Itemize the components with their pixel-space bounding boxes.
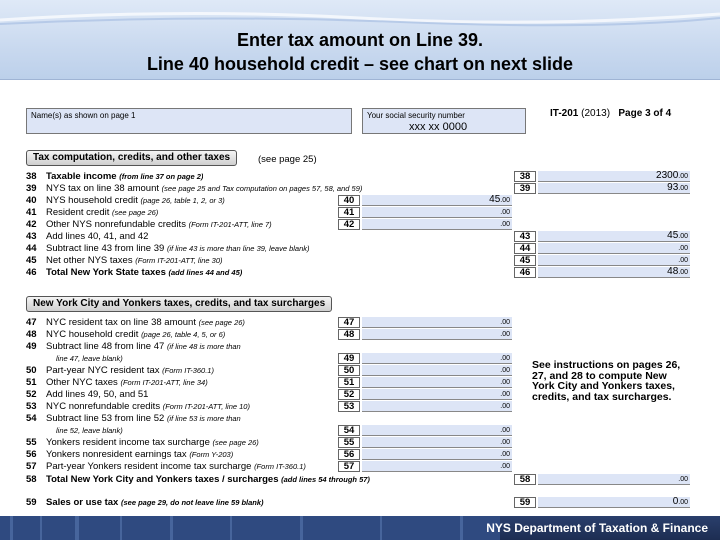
line-description: Total New York State taxes (add lines 44 and 45) bbox=[46, 267, 243, 278]
line-59-amount-field[interactable]: 0.00 bbox=[538, 497, 690, 508]
title-banner bbox=[0, 0, 720, 80]
line-description: Part-year Yonkers resident income tax surcharge (Form IT-360.1) bbox=[46, 461, 306, 472]
line-description: Other NYS nonrefundable credits (Form IT-201-ATT, line 7) bbox=[46, 219, 272, 230]
line-42-row bbox=[26, 219, 696, 230]
section-note: (see page 25) bbox=[258, 154, 317, 165]
line-box-label: 59 bbox=[514, 497, 536, 508]
line-box-label: 53 bbox=[338, 401, 360, 412]
line-56-row bbox=[26, 449, 696, 460]
line-50-amount-field[interactable]: .00 bbox=[362, 365, 512, 376]
line-number: 38 bbox=[26, 171, 37, 182]
line-description: Part-year NYC resident tax (Form IT-360.1) bbox=[46, 365, 214, 376]
line-description: Net other NYS taxes (Form IT-201-ATT, line 30) bbox=[46, 255, 223, 266]
line-number: 55 bbox=[26, 437, 37, 448]
line-53-row bbox=[26, 401, 696, 412]
form-year: (2013) bbox=[581, 108, 611, 119]
ssn-value: xxx xx 0000 bbox=[409, 121, 468, 133]
line-description: NYC household credit (page 26, table 4, 5, or 6) bbox=[46, 329, 226, 340]
line-description: Subtract line 43 from line 39 (if line 43 is more than line 39, leave blank) bbox=[46, 243, 310, 254]
ssn-field-label: Your social security number bbox=[367, 111, 465, 120]
line-number: 39 bbox=[26, 183, 37, 194]
line-52-amount-field[interactable]: .00 bbox=[362, 389, 512, 400]
line-description: NYS tax on line 38 amount (see page 25 and Tax computation on pages 57, 58, and 59) bbox=[46, 183, 363, 194]
line-number: 43 bbox=[26, 231, 37, 242]
line-56-amount-field[interactable]: .00 bbox=[362, 449, 512, 460]
title-line-1: Enter tax amount on Line 39. bbox=[236, 30, 484, 50]
line-box-label: 50 bbox=[338, 365, 360, 376]
line-40-amount-field[interactable]: 45.00 bbox=[362, 195, 512, 206]
line-49-amount-field[interactable]: .00 bbox=[362, 353, 512, 364]
line-box-label: 43 bbox=[514, 231, 536, 242]
line-box-label: 45 bbox=[514, 255, 536, 266]
line-58-row bbox=[26, 474, 696, 485]
footer-stripes-decoration bbox=[0, 516, 500, 540]
line-40-row bbox=[26, 195, 696, 206]
section-title-nyc-yonkers: New York City and Yonkers taxes, credits, and tax surcharges bbox=[26, 296, 332, 312]
line-55-amount-field[interactable]: .00 bbox=[362, 437, 512, 448]
line-number: 42 bbox=[26, 219, 37, 230]
line-57-row bbox=[26, 461, 696, 472]
line-box-label: 39 bbox=[514, 183, 536, 194]
line-46-row bbox=[26, 267, 696, 278]
line-54-amount-field[interactable]: .00 bbox=[362, 425, 512, 436]
line-number: 58 bbox=[26, 474, 37, 485]
line-48-amount-field[interactable]: .00 bbox=[362, 329, 512, 340]
line-box-label: 58 bbox=[514, 474, 536, 485]
form-id: IT-201 bbox=[550, 108, 579, 119]
section-title-tax-computation: Tax computation, credits, and other taxes bbox=[26, 150, 237, 166]
line-box-label: 48 bbox=[338, 329, 360, 340]
line-box-label: 46 bbox=[514, 267, 536, 278]
line-number: 46 bbox=[26, 267, 37, 278]
line-box-label: 40 bbox=[338, 195, 360, 206]
line-59-row bbox=[26, 497, 696, 508]
line-box-label: 57 bbox=[338, 461, 360, 472]
line-number: 56 bbox=[26, 449, 37, 460]
line-number: 40 bbox=[26, 195, 37, 206]
name-field[interactable] bbox=[26, 108, 352, 134]
line-number: 47 bbox=[26, 317, 37, 328]
line-box-label: 54 bbox=[338, 425, 360, 436]
line-description: Resident credit (see page 26) bbox=[46, 207, 159, 218]
line-description: NYS household credit (page 26, table 1, 2, or 3) bbox=[46, 195, 225, 206]
line-57-amount-field[interactable]: .00 bbox=[362, 461, 512, 472]
line-51-amount-field[interactable]: .00 bbox=[362, 377, 512, 388]
nyc-yonkers-instructions: See instructions on pages 26, 27, and 28 to compute New York City and Yonkers taxes, credits, and tax surcharges. bbox=[532, 359, 681, 403]
line-41-row bbox=[26, 207, 696, 218]
line-39-row bbox=[26, 183, 696, 194]
line-45-amount-field[interactable]: .00 bbox=[538, 255, 690, 266]
form-identifier bbox=[550, 108, 671, 119]
banner-wave-decoration bbox=[0, 6, 720, 30]
line-number: 41 bbox=[26, 207, 37, 218]
page-number: Page 3 of 4 bbox=[618, 108, 672, 119]
line-38-amount-field[interactable]: 2300.00 bbox=[538, 171, 690, 182]
line-54-row bbox=[26, 413, 696, 424]
line-description: Subtract line 48 from line 47 (if line 48 is more than bbox=[46, 341, 241, 352]
line-box-label: 56 bbox=[338, 449, 360, 460]
line-number: 59 bbox=[26, 497, 37, 508]
line-49-row bbox=[26, 341, 696, 352]
line-box-label: 38 bbox=[514, 171, 536, 182]
line-box-label: 49 bbox=[338, 353, 360, 364]
line-number: 57 bbox=[26, 461, 37, 472]
line-box-label: 44 bbox=[514, 243, 536, 254]
line-description: Yonkers resident income tax surcharge (see page 26) bbox=[46, 437, 259, 448]
line-38-row bbox=[26, 171, 696, 182]
line-number: 48 bbox=[26, 329, 37, 340]
line-45-row bbox=[26, 255, 696, 266]
line-description: Taxable income (from line 37 on page 2) bbox=[46, 171, 204, 182]
tax-form-sheet bbox=[22, 100, 698, 510]
line-46-amount-field[interactable]: 48.00 bbox=[538, 267, 690, 278]
line-box-label: 41 bbox=[338, 207, 360, 218]
line-number: 53 bbox=[26, 401, 37, 412]
line-43-row bbox=[26, 231, 696, 242]
line-description: Total New York City and Yonkers taxes / surcharges (add lines 54 through 57) bbox=[46, 474, 370, 485]
ssn-field[interactable] bbox=[362, 108, 526, 134]
line-description-continued: line 52, leave blank) bbox=[56, 426, 123, 435]
line-number: 45 bbox=[26, 255, 37, 266]
footer-bar bbox=[0, 516, 720, 540]
line-box-label: 47 bbox=[338, 317, 360, 328]
line-41-amount-field[interactable]: .00 bbox=[362, 207, 512, 218]
line-number: 50 bbox=[26, 365, 37, 376]
line-number: 51 bbox=[26, 377, 37, 388]
line-44-row bbox=[26, 243, 696, 254]
line-number: 54 bbox=[26, 413, 37, 424]
line-number: 52 bbox=[26, 389, 37, 400]
line-box-label: 51 bbox=[338, 377, 360, 388]
line-box-label: 42 bbox=[338, 219, 360, 230]
footer-department-name: NYS Department of Taxation & Finance bbox=[486, 521, 708, 535]
line-53-amount-field[interactable]: .00 bbox=[362, 401, 512, 412]
line-44-amount-field[interactable]: .00 bbox=[538, 243, 690, 254]
line-48-row bbox=[26, 329, 696, 340]
line-39-amount-field[interactable]: 93.00 bbox=[538, 183, 690, 194]
name-field-label: Name(s) as shown on page 1 bbox=[31, 111, 136, 120]
line-box-label: 52 bbox=[338, 389, 360, 400]
line-47-row bbox=[26, 317, 696, 328]
line-box-label: 55 bbox=[338, 437, 360, 448]
line-number: 44 bbox=[26, 243, 37, 254]
line-description: NYC resident tax on line 38 amount (see page 26) bbox=[46, 317, 245, 328]
line-43-amount-field[interactable]: 45.00 bbox=[538, 231, 690, 242]
line-description: Subtract line 53 from line 52 (if line 53 is more than bbox=[46, 413, 241, 424]
line-47-amount-field[interactable]: .00 bbox=[362, 317, 512, 328]
line-55-row bbox=[26, 437, 696, 448]
line-42-amount-field[interactable]: .00 bbox=[362, 219, 512, 230]
line-54-continuation bbox=[26, 425, 696, 436]
line-number: 49 bbox=[26, 341, 37, 352]
line-description: NYC nonrefundable credits (Form IT-201-ATT, line 10) bbox=[46, 401, 250, 412]
title-line-2: Line 40 household credit – see chart on next slide bbox=[146, 54, 574, 74]
line-description: Yonkers nonresident earnings tax (Form Y-203) bbox=[46, 449, 234, 460]
line-description-continued: line 47, leave blank) bbox=[56, 354, 123, 363]
line-58-amount-field[interactable]: .00 bbox=[538, 474, 690, 485]
line-description: Add lines 40, 41, and 42 bbox=[46, 231, 149, 242]
line-description: Other NYC taxes (Form IT-201-ATT, line 34) bbox=[46, 377, 208, 388]
line-description: Add lines 49, 50, and 51 bbox=[46, 389, 149, 400]
line-description: Sales or use tax (see page 29, do not leave line 59 blank) bbox=[46, 497, 264, 508]
